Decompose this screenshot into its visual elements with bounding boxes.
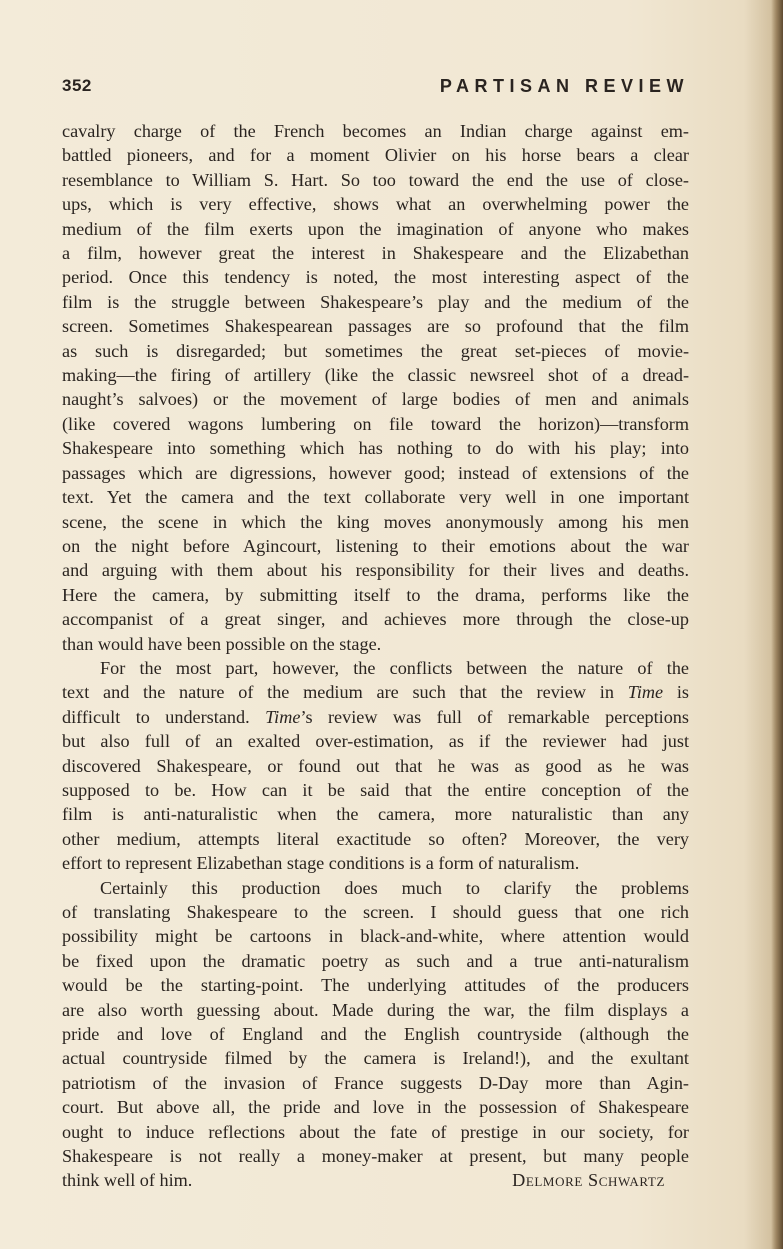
text-line [62, 680, 689, 704]
paragraph-1 [62, 119, 689, 656]
text-line: Shakespeare is not really a money-maker at present, but many people [62, 1146, 689, 1167]
text-run: text and the nature of the medium are such that the review in [62, 682, 614, 703]
text-line: Here the camera, by submitting itself to the drama, performs like the [62, 584, 689, 605]
running-title: PARTISAN REVIEW [439, 76, 689, 96]
author-signature: Delmore Schwartz [512, 1170, 665, 1191]
text-line: passages which are digressions, however good; instead of extensions of the [62, 462, 689, 483]
text-line: of translating Shakespeare to the screen. I should guess that one rich [62, 902, 689, 922]
text-line: Shakespeare into something which has nothing to do with his play; into [62, 438, 689, 459]
text-line: as such is disregarded; but sometimes the great set-pieces of movie- [62, 340, 689, 361]
text-line: scene, the scene in which the king moves anonymously among his men [62, 511, 689, 532]
text-line: on the night before Agincourt, listening to their emotions about the war [62, 535, 689, 556]
text-line: naught’s salvoes) or the movement of large bodies of men and animals [62, 389, 689, 410]
italic-title: Time [627, 682, 664, 703]
text-line: period. Once this tendency is noted, the most interesting aspect of the [62, 267, 689, 288]
text-line: film is the struggle between Shakespeare’s play and the medium of the [62, 291, 689, 312]
text-line: For the most part, however, the conflicts between the nature of the [100, 657, 689, 678]
text-line: possibility might be cartoons in black-and-white, where attention would [62, 926, 689, 947]
text-run: ’s review was full of remarkable perceptions [300, 706, 689, 727]
text-line: would be the starting-point. The underlying attitudes of the producers [62, 975, 689, 996]
text-line: be fixed upon the dramatic poetry as such and a true anti-naturalism [62, 950, 689, 971]
text-line: medium of the film exerts upon the imagination of anyone who makes [62, 218, 689, 239]
text-line: a film, however great the interest in Shakespeare and the Elizabethan [62, 243, 689, 264]
text-line: supposed to be. How can it be said that the entire conception of the [62, 779, 689, 800]
text-line: than would have been possible on the stage. [62, 633, 382, 654]
text-line: resemblance to William S. Hart. So too toward the end the use of close- [62, 169, 689, 190]
text-line: ought to induce reflections about the fate of prestige in our society, for [62, 1121, 689, 1142]
running-header [62, 76, 689, 104]
text-line: but also full of an exalted over-estimation, as if the reviewer had just [62, 731, 689, 752]
text-line: effort to represent Elizabethan stage conditions is a form of naturalism. [62, 853, 580, 874]
text-line: text. Yet the camera and the text collaborate very well in one important [62, 487, 689, 508]
text-line: (like covered wagons lumbering on file toward the horizon)—transform [62, 413, 689, 434]
text-line: and arguing with them about his responsibility for their lives and deaths. [62, 560, 689, 581]
text-line: screen. Sometimes Shakespearean passages are so profound that the film [62, 316, 689, 337]
text-line [62, 705, 689, 729]
text-run: difficult to understand. [62, 706, 250, 727]
closing-line [62, 1168, 689, 1192]
text-line: pride and love of England and the English countryside (although the [62, 1024, 689, 1045]
italic-title: Time [265, 706, 301, 727]
article-body [62, 119, 689, 1193]
text-line: discovered Shakespeare, or found out that he was as good as he was [62, 755, 689, 776]
paragraph-3 [62, 876, 689, 1193]
text-line: court. But above all, the pride and love in the possession of Shakespeare [62, 1097, 689, 1118]
text-line: film is anti-naturalistic when the camera, more naturalistic than any [62, 804, 689, 825]
text-line: actual countryside filmed by the camera is Ireland!), and the exultant [62, 1048, 689, 1069]
text-line: Certainly this production does much to clarify the problems [100, 877, 689, 898]
text-line: think well of him. [62, 1170, 193, 1191]
text-line: battled pioneers, and for a moment Olivier on his horse bears a clear [62, 145, 689, 166]
text-line: cavalry charge of the French becomes an Indian charge against em- [62, 121, 689, 141]
text-line: patriotism of the invasion of France suggests D-Day more than Agin- [62, 1072, 689, 1093]
page-edge-shadow [771, 0, 783, 1249]
page-number: 352 [62, 76, 92, 95]
text-line: making—the firing of artillery (like the classic newsreel shot of a dread- [62, 365, 689, 386]
text-line: accompanist of a great singer, and achieves more through the close-up [62, 609, 689, 630]
paragraph-2 [62, 656, 689, 876]
text-run: is [663, 682, 689, 703]
text-line: ups, which is very effective, shows what an overwhelming power the [62, 194, 689, 215]
text-line: other medium, attempts literal exactitude so often? Moreover, the very [62, 828, 689, 849]
text-line: are also worth guessing about. Made during the war, the film displays a [62, 999, 689, 1020]
